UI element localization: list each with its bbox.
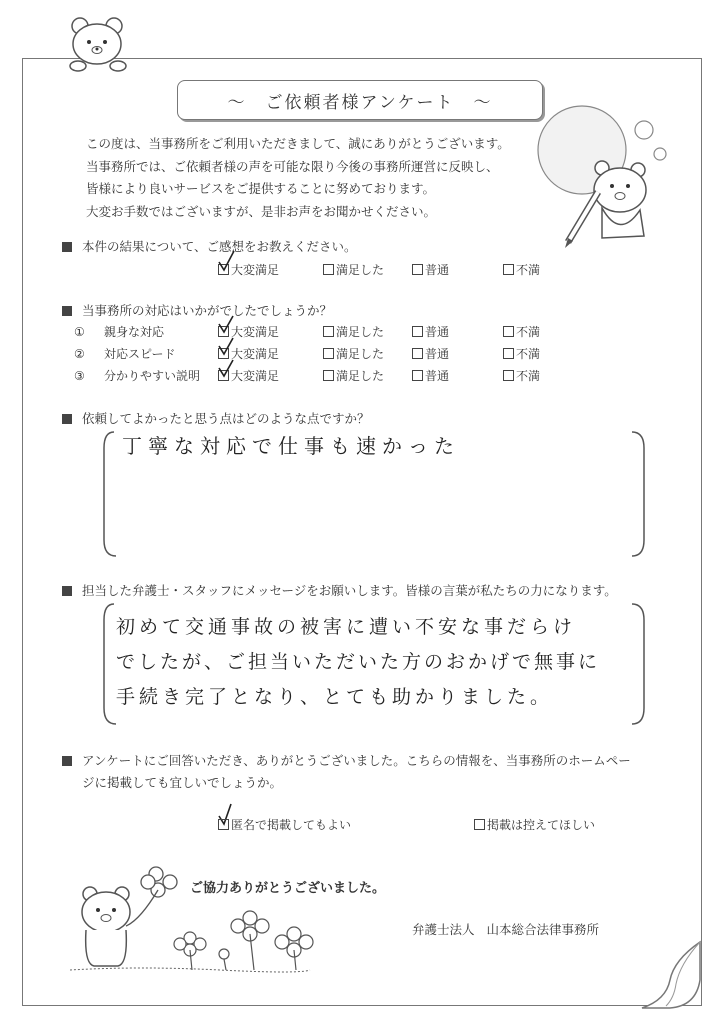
q2-row-1: ① 親身な対応 xyxy=(74,325,165,339)
q5-option-decline[interactable]: 掲載は控えてほしい xyxy=(474,816,595,833)
thanks-message: ご協力ありがとうございました。 xyxy=(190,881,386,896)
answer-4-line-3: 手続き完了となり、とても助かりました。 xyxy=(116,686,554,708)
q2-row3-normal[interactable]: 普通 xyxy=(412,367,449,384)
question-4: 担当した弁護士・スタッフにメッセージをお願いします。皆様の言葉が私たちの力になります。 xyxy=(62,581,617,599)
q2-row-2: ② 対応スピード xyxy=(74,347,176,361)
q2-row2-normal[interactable]: 普通 xyxy=(412,345,449,362)
q2-row2-satisfied[interactable]: 満足した xyxy=(323,345,384,362)
bullet-icon xyxy=(62,586,72,596)
question-1: 本件の結果について、ご感想をお教えください。 xyxy=(62,237,357,255)
q1-option-normal[interactable]: 普通 xyxy=(412,261,449,278)
q2-row1-very-satisfied[interactable]: 大変満足 xyxy=(218,323,279,340)
q1-option-very-satisfied[interactable]: 大変満足 xyxy=(218,261,279,278)
q1-option-satisfied[interactable]: 満足した xyxy=(323,261,384,278)
q2-row2-dissatisfied[interactable]: 不満 xyxy=(503,345,540,362)
q2-row1-normal[interactable]: 普通 xyxy=(412,323,449,340)
q2-row2-very-satisfied[interactable]: 大変満足 xyxy=(218,345,279,362)
bullet-icon xyxy=(62,756,72,766)
answer-4-line-1: 初めて交通事故の被害に遭い不安な事だらけ xyxy=(116,616,577,638)
q2-row3-satisfied[interactable]: 満足した xyxy=(323,367,384,384)
q2-row-3: ③ 分かりやすい説明 xyxy=(74,369,201,383)
answer-3-text: 丁寧な対応で仕事も速かった xyxy=(122,434,460,458)
page-curl-icon xyxy=(640,940,710,1012)
question-3: 依頼してよかったと思う点はどのような点ですか？ xyxy=(62,409,370,427)
question-5: アンケートにご回答いただき、ありがとうございました。こちらの情報を、当事務所のホームペー ジに掲載しても宜しいでしょうか。 xyxy=(62,750,631,794)
question-2: 当事務所の対応はいかがでしたでしょうか？ xyxy=(62,301,332,319)
checkbox-checked-icon[interactable] xyxy=(218,819,229,830)
intro-text: この度は、当事務所をご利用いただきまして、誠にありがとうございます。 当事務所では、ご依頼者様の声を可能な限り今後の事務所運営に反映し、 皆様により良いサービスをご提供することに努めております。 大変お手数ではございますが、是非お声をお聞かせください。 xyxy=(86,136,510,219)
q5-option-anonymous[interactable]: 匿名で掲載してもよい xyxy=(218,816,351,833)
q2-row1-satisfied[interactable]: 満足した xyxy=(323,323,384,340)
bullet-icon xyxy=(62,414,72,424)
q1-option-dissatisfied[interactable]: 不満 xyxy=(503,261,540,278)
q2-row3-dissatisfied[interactable]: 不満 xyxy=(503,367,540,384)
q2-row3-very-satisfied[interactable]: 大変満足 xyxy=(218,367,279,384)
answer-4-line-2: でしたが、ご担当いただいた方のおかげで無事に xyxy=(116,651,601,673)
checkbox-icon[interactable] xyxy=(474,819,485,830)
firm-name: 弁護士法人 山本総合法律事務所 xyxy=(412,922,600,937)
q2-row1-dissatisfied[interactable]: 不満 xyxy=(503,323,540,340)
page-title: ～ ご依頼者様アンケート ～ xyxy=(177,80,543,120)
